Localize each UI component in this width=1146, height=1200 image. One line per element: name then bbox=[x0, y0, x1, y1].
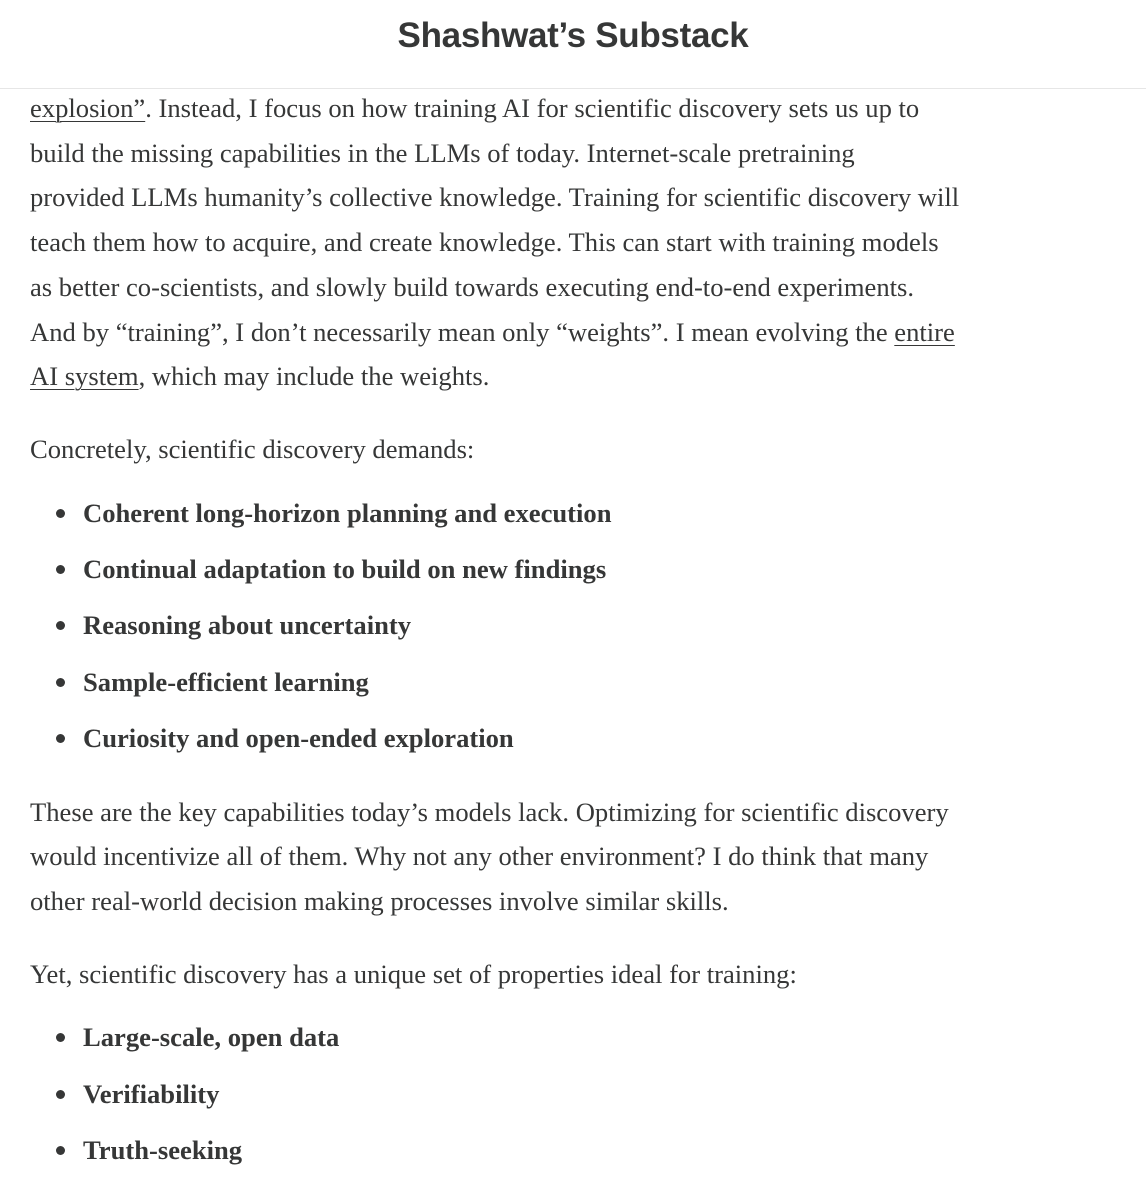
text-span: And by “training”, I don’t necessarily mean only “weights”. I mean evolving the bbox=[30, 316, 895, 347]
bullet-icon bbox=[56, 678, 65, 687]
site-title[interactable]: Shashwat’s Substack bbox=[397, 16, 749, 55]
site-header bbox=[0, 0, 1146, 89]
list-item bbox=[30, 654, 1110, 710]
list-item bbox=[30, 1009, 1110, 1065]
list-item bbox=[30, 1122, 1110, 1178]
list-item-text: Reasoning about uncertainty bbox=[83, 610, 412, 641]
list-item-text: Verifiability bbox=[83, 1078, 220, 1109]
bullet-icon bbox=[56, 1033, 65, 1042]
demands-list bbox=[30, 485, 1110, 767]
text-line bbox=[30, 310, 1110, 355]
text-line: as better co-scientists, and slowly build towards executing end-to-end experiments. bbox=[30, 271, 915, 302]
list-item bbox=[30, 710, 1110, 766]
list-item bbox=[30, 597, 1110, 653]
ai-system-link[interactable]: AI system bbox=[30, 361, 139, 392]
bullet-icon bbox=[56, 509, 65, 518]
bullet-icon bbox=[56, 1090, 65, 1099]
list-item-text: Large-scale, open data bbox=[83, 1022, 340, 1053]
list-item-text: Continual adaptation to build on new findings bbox=[83, 554, 607, 585]
explosion-link[interactable]: explosion” bbox=[30, 93, 146, 123]
bullet-icon bbox=[56, 621, 65, 630]
demands-intro: Concretely, scientific discovery demands: bbox=[30, 433, 475, 464]
bullet-icon bbox=[56, 734, 65, 743]
list-item-text: Sample-efficient learning bbox=[83, 666, 369, 697]
text-line: other real-world decision making processes involve similar skills. bbox=[30, 885, 729, 916]
entire-ai-system-link[interactable]: entire bbox=[894, 316, 955, 347]
article-body bbox=[30, 88, 1110, 1179]
list-item-text: Curiosity and open-ended exploration bbox=[83, 723, 514, 754]
bullet-icon bbox=[56, 1146, 65, 1155]
list-item bbox=[30, 485, 1110, 541]
text-line: provided LLMs humanity’s collective knowledge. Training for scientific discovery will bbox=[30, 182, 960, 213]
list-item bbox=[30, 541, 1110, 597]
intro-paragraph bbox=[30, 86, 1110, 399]
properties-list bbox=[30, 1009, 1110, 1178]
text-line bbox=[30, 354, 1110, 399]
text-line: build the missing capabilities in the LLMs of today. Internet-scale pretraining bbox=[30, 137, 855, 168]
text-span: , which may include the weights. bbox=[138, 361, 490, 392]
list-item bbox=[30, 1066, 1110, 1122]
text-span: . Instead, I focus on how training AI for scientific discovery sets us up to bbox=[145, 93, 920, 123]
text-line: These are the key capabilities today’s models lack. Optimizing for scientific discovery bbox=[30, 796, 949, 827]
text-line: teach them how to acquire, and create knowledge. This can start with training models bbox=[30, 227, 939, 258]
properties-intro: Yet, scientific discovery has a unique set of properties ideal for training: bbox=[30, 958, 797, 989]
capabilities-paragraph bbox=[30, 790, 1110, 924]
list-item-text: Coherent long-horizon planning and execution bbox=[83, 497, 612, 528]
bullet-icon bbox=[56, 565, 65, 574]
text-line: would incentivize all of them. Why not any other environment? I do think that many bbox=[30, 841, 929, 872]
list-item-text: Truth-seeking bbox=[83, 1135, 243, 1166]
text-line bbox=[30, 86, 1110, 131]
